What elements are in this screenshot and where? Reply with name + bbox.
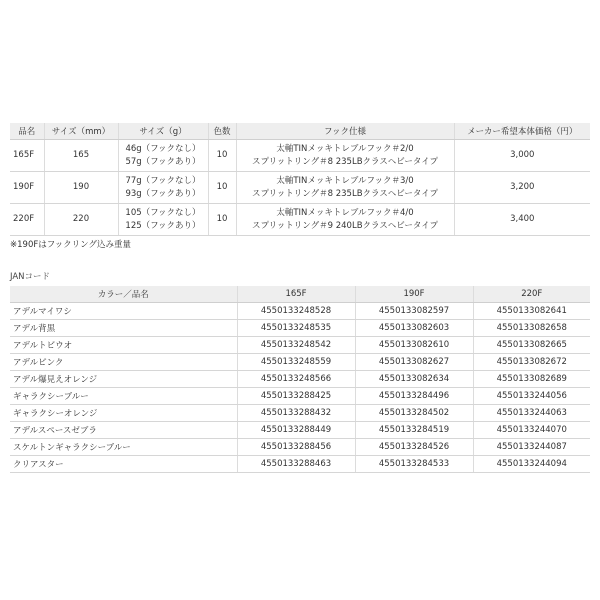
spec-weight-nohook: 46g（フックなし） — [125, 143, 201, 154]
jan-row — [10, 439, 590, 456]
spec-name: 220F — [10, 204, 44, 236]
spec-hook — [236, 204, 454, 236]
spec-name: 190F — [10, 172, 44, 204]
spec-table — [10, 123, 590, 236]
spec-weight — [118, 140, 208, 172]
spec-header-price: メーカー希望本体価格（円） — [454, 123, 590, 140]
jan-code-190f: 4550133082634 — [355, 371, 473, 388]
jan-code-190f: 4550133082627 — [355, 354, 473, 371]
spec-hook — [236, 140, 454, 172]
spec-name: 165F — [10, 140, 44, 172]
jan-code-190f: 4550133082610 — [355, 337, 473, 354]
jan-code-220f: 4550133244087 — [473, 439, 590, 456]
jan-color: クリアスター — [10, 456, 237, 473]
spec-colors: 10 — [208, 140, 236, 172]
spec-header-colors: 色数 — [208, 123, 236, 140]
jan-code-165f: 4550133248559 — [237, 354, 355, 371]
spec-price: 3,200 — [454, 172, 590, 204]
spec-hook-treble: 太軸TINメッキトレブルフック＃4/0 — [276, 207, 414, 218]
jan-code-220f: 4550133244094 — [473, 456, 590, 473]
jan-code-165f: 4550133288425 — [237, 388, 355, 405]
jan-header-color: カラー／品名 — [10, 286, 237, 303]
jan-row — [10, 354, 590, 371]
jan-color: アデル背黒 — [10, 320, 237, 337]
jan-row — [10, 388, 590, 405]
jan-code-190f: 4550133284526 — [355, 439, 473, 456]
jan-code-220f: 4550133244070 — [473, 422, 590, 439]
jan-color: アデルピンク — [10, 354, 237, 371]
jan-code-165f: 4550133288456 — [237, 439, 355, 456]
spec-row — [10, 172, 590, 204]
spec-hook-treble: 太軸TINメッキトレブルフック＃2/0 — [276, 143, 414, 154]
jan-header-165f: 165F — [237, 286, 355, 303]
jan-row — [10, 456, 590, 473]
spec-row — [10, 140, 590, 172]
jan-code-220f: 4550133082689 — [473, 371, 590, 388]
spec-mm: 190 — [44, 172, 118, 204]
jan-code-190f: 4550133082603 — [355, 320, 473, 337]
jan-color: ギャラクシーオレンジ — [10, 405, 237, 422]
jan-code-220f: 4550133244056 — [473, 388, 590, 405]
jan-code-220f: 4550133082658 — [473, 320, 590, 337]
jan-code-220f: 4550133082665 — [473, 337, 590, 354]
spec-price: 3,000 — [454, 140, 590, 172]
spec-hook-treble: 太軸TINメッキトレブルフック＃3/0 — [276, 175, 414, 186]
spec-weight-nohook: 77g（フックなし） — [125, 175, 201, 186]
weight-note: ※190Fはフックリング込み重量 — [10, 240, 131, 250]
spec-weight-hook: 125（フックあり） — [125, 220, 201, 231]
jan-row — [10, 337, 590, 354]
jan-code-190f: 4550133284502 — [355, 405, 473, 422]
spec-weight-hook: 93g（フックあり） — [125, 188, 201, 199]
jan-code-165f: 4550133288432 — [237, 405, 355, 422]
jan-header-190f: 190F — [355, 286, 473, 303]
jan-row — [10, 422, 590, 439]
spec-hook-ring: スプリットリング＃8 235LBクラスヘビータイプ — [251, 156, 439, 167]
spec-hook-ring: スプリットリング＃8 235LBクラスヘビータイプ — [251, 188, 439, 199]
spec-header-name: 品名 — [10, 123, 44, 140]
jan-code-165f: 4550133248535 — [237, 320, 355, 337]
spec-weight — [118, 204, 208, 236]
jan-code-190f: 4550133284496 — [355, 388, 473, 405]
jan-color: スケルトンギャラクシーブルー — [10, 439, 237, 456]
jan-code-165f: 4550133248566 — [237, 371, 355, 388]
jan-color: アデルマイワシ — [10, 303, 237, 320]
jan-code-165f: 4550133248542 — [237, 337, 355, 354]
jan-code-165f: 4550133248528 — [237, 303, 355, 320]
jan-header-220f: 220F — [473, 286, 590, 303]
jan-color: アデル爆見えオレンジ — [10, 371, 237, 388]
spec-header-mm: サイズ（mm） — [44, 123, 118, 140]
jan-color: ギャラクシーブルー — [10, 388, 237, 405]
spec-header-row — [10, 123, 590, 140]
jan-code-220f: 4550133244063 — [473, 405, 590, 422]
jan-color: アデルトビウオ — [10, 337, 237, 354]
spec-price: 3,400 — [454, 204, 590, 236]
jan-code-190f: 4550133284519 — [355, 422, 473, 439]
spec-mm: 165 — [44, 140, 118, 172]
spec-mm: 220 — [44, 204, 118, 236]
spec-weight-hook: 57g（フックあり） — [125, 156, 201, 167]
jan-color: アデルスペースゼブラ — [10, 422, 237, 439]
jan-code-165f: 4550133288463 — [237, 456, 355, 473]
jan-code-220f: 4550133082672 — [473, 354, 590, 371]
spec-weight — [118, 172, 208, 204]
spec-header-hook: フック仕様 — [236, 123, 454, 140]
jan-code-190f: 4550133082597 — [355, 303, 473, 320]
spec-row — [10, 204, 590, 236]
jan-row — [10, 303, 590, 320]
jan-header-row — [10, 286, 590, 303]
spec-header-g: サイズ（g） — [118, 123, 208, 140]
spec-hook-ring: スプリットリング＃9 240LBクラスヘビータイプ — [251, 220, 439, 231]
jan-row — [10, 320, 590, 337]
jan-code-190f: 4550133284533 — [355, 456, 473, 473]
spec-weight-nohook: 105（フックなし） — [125, 207, 201, 218]
spec-colors: 10 — [208, 172, 236, 204]
spec-hook — [236, 172, 454, 204]
jan-row — [10, 405, 590, 422]
jan-code-165f: 4550133288449 — [237, 422, 355, 439]
jan-row — [10, 371, 590, 388]
spec-colors: 10 — [208, 204, 236, 236]
jan-table — [10, 286, 590, 473]
jan-code-220f: 4550133082641 — [473, 303, 590, 320]
jan-section-title: JANコード — [10, 272, 51, 282]
